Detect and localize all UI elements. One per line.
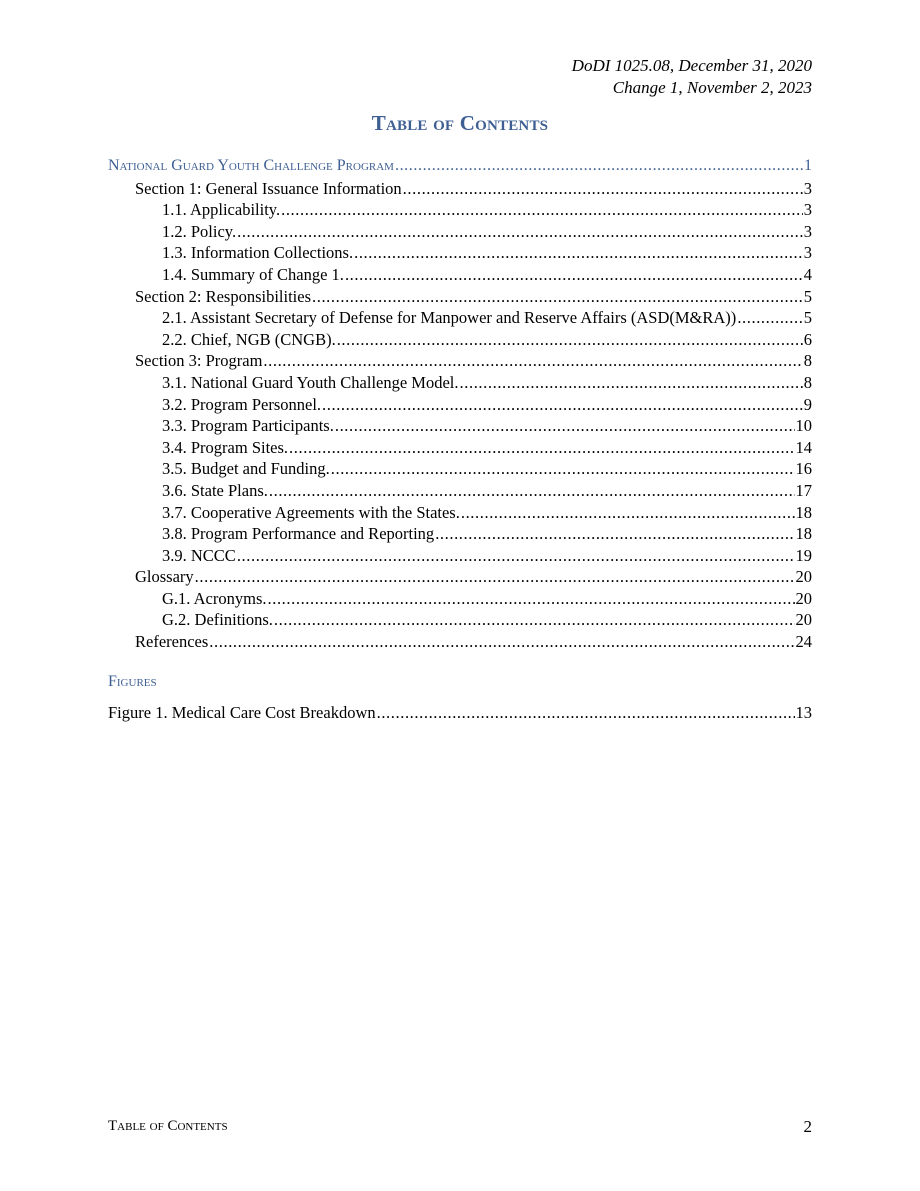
toc-entry-page: 6 [803,329,812,349]
header-issuance-line: DoDI 1025.08, December 31, 2020 [571,56,812,75]
toc-entry-label: 3.4. Program Sites. [162,437,289,457]
dot-leader [435,524,794,544]
table-of-contents [108,157,812,654]
toc-entry-page: 8 [803,372,812,392]
toc-entry-label: 3.5. Budget and Funding. [162,459,330,479]
dot-leader [354,243,803,263]
toc-entry-page: 18 [795,524,812,544]
toc-entry-label: Section 2: Responsibilities [135,286,311,306]
toc-entry-page: 1 [804,157,812,174]
toc-entry[interactable] [108,200,812,222]
figure-entry[interactable] [108,703,812,725]
toc-entry[interactable] [108,308,812,330]
toc-entry-label: 3.2. Program Personnel. [162,394,322,414]
dot-leader [345,265,803,285]
toc-entry-page: 3 [803,178,812,198]
dot-leader [395,157,803,175]
dot-leader [460,373,803,393]
toc-entry-page: 20 [795,567,812,587]
toc-entry-label: National Guard Youth Challenge Program [108,157,394,174]
toc-entry-label: Glossary [135,567,194,587]
toc-entry[interactable] [108,589,812,611]
figures-heading: Figures [108,673,157,690]
toc-entry-page: 18 [795,502,812,522]
toc-entry-label: 1.1. Applicability. [162,200,281,220]
toc-entry-label: 3.6. State Plans. [162,480,268,500]
header-change-line: Change 1, November 2, 2023 [612,78,812,97]
dot-leader [377,703,795,723]
figure-entry-label: Figure 1. Medical Care Cost Breakdown [108,703,376,722]
toc-entry[interactable] [108,459,812,481]
dot-leader [322,395,803,415]
toc-entry-page: 3 [803,243,812,263]
dot-leader [289,438,794,458]
toc-entry-label: 1.3. Information Collections. [162,243,354,263]
toc-entry-page: 16 [795,459,812,479]
toc-entry-label: 1.2. Policy. [162,221,237,241]
footer-section-label: Table of Contents [108,1118,228,1134]
dot-leader [209,632,794,652]
dot-leader [269,481,795,501]
toc-entry-label: Section 3: Program [135,351,263,371]
dot-leader [331,459,795,479]
toc-entry[interactable] [108,438,812,460]
toc-entry[interactable] [108,179,812,201]
toc-entry-page: 8 [803,351,812,371]
dot-leader [403,179,803,199]
toc-entry-page: 9 [803,394,812,414]
toc-entry[interactable] [108,243,812,265]
toc-entry[interactable] [108,373,812,395]
toc-entry-label: 3.3. Program Participants. [162,416,334,436]
dot-leader [237,546,795,566]
toc-entry[interactable] [108,330,812,352]
toc-entry[interactable] [108,416,812,438]
toc-entry-label: G.1. Acronyms. [162,588,267,608]
figure-entry-page: 13 [795,703,812,722]
dot-leader [281,200,803,220]
toc-entry[interactable] [108,546,812,568]
toc-entry-page: 5 [803,286,812,306]
toc-entry[interactable] [108,351,812,373]
toc-entry-page: 20 [795,610,812,630]
toc-entry-label: Section 1: General Issuance Information [135,178,402,198]
dot-leader [461,503,795,523]
toc-entry-page: 20 [795,588,812,608]
toc-entry-page: 17 [795,480,812,500]
toc-entry[interactable] [108,395,812,417]
toc-entry-page: 3 [803,200,812,220]
footer-page-number: 2 [803,1117,812,1136]
toc-entry[interactable] [108,524,812,546]
dot-leader [312,287,803,307]
toc-entry-label: 2.1. Assistant Secretary of Defense for Manpower and Reserve Affairs (ASD(M&RA)) [162,308,737,328]
toc-entry[interactable] [108,567,812,589]
dot-leader [274,610,795,630]
toc-entry-label: References [135,632,209,652]
dot-leader [237,222,803,242]
toc-entry[interactable] [108,157,812,179]
toc-entry-page: 5 [803,308,812,328]
toc-entry-page: 14 [795,437,812,457]
toc-entry-label: 3.1. National Guard Youth Challenge Model. [162,372,459,392]
dot-leader [737,308,802,328]
toc-entry[interactable] [108,265,812,287]
toc-entry-label: 3.8. Program Performance and Reporting [162,524,435,544]
figures-list [108,703,812,725]
toc-entry[interactable] [108,222,812,244]
toc-entry-page: 4 [803,264,812,284]
toc-entry[interactable] [108,287,812,309]
dot-leader [195,567,795,587]
dot-leader [268,589,795,609]
toc-entry-page: 10 [795,416,812,436]
toc-entry-label: 3.9. NCCC [162,545,236,565]
toc-entry[interactable] [108,481,812,503]
toc-entry[interactable] [108,610,812,632]
dot-leader [263,351,802,371]
toc-entry-label: 3.7. Cooperative Agreements with the States. [162,502,460,522]
toc-entry-label: G.2. Definitions. [162,610,273,630]
toc-entry[interactable] [108,632,812,654]
toc-entry-page: 3 [803,221,812,241]
toc-entry-page: 24 [795,632,812,652]
document-header [572,55,812,99]
toc-entry[interactable] [108,503,812,525]
page-title: Table of Contents [371,111,549,135]
toc-entry-label: 1.4. Summary of Change 1. [162,264,344,284]
toc-entry-page: 19 [795,545,812,565]
dot-leader [335,416,795,436]
toc-entry-label: 2.2. Chief, NGB (CNGB). [162,329,336,349]
dot-leader [337,330,803,350]
